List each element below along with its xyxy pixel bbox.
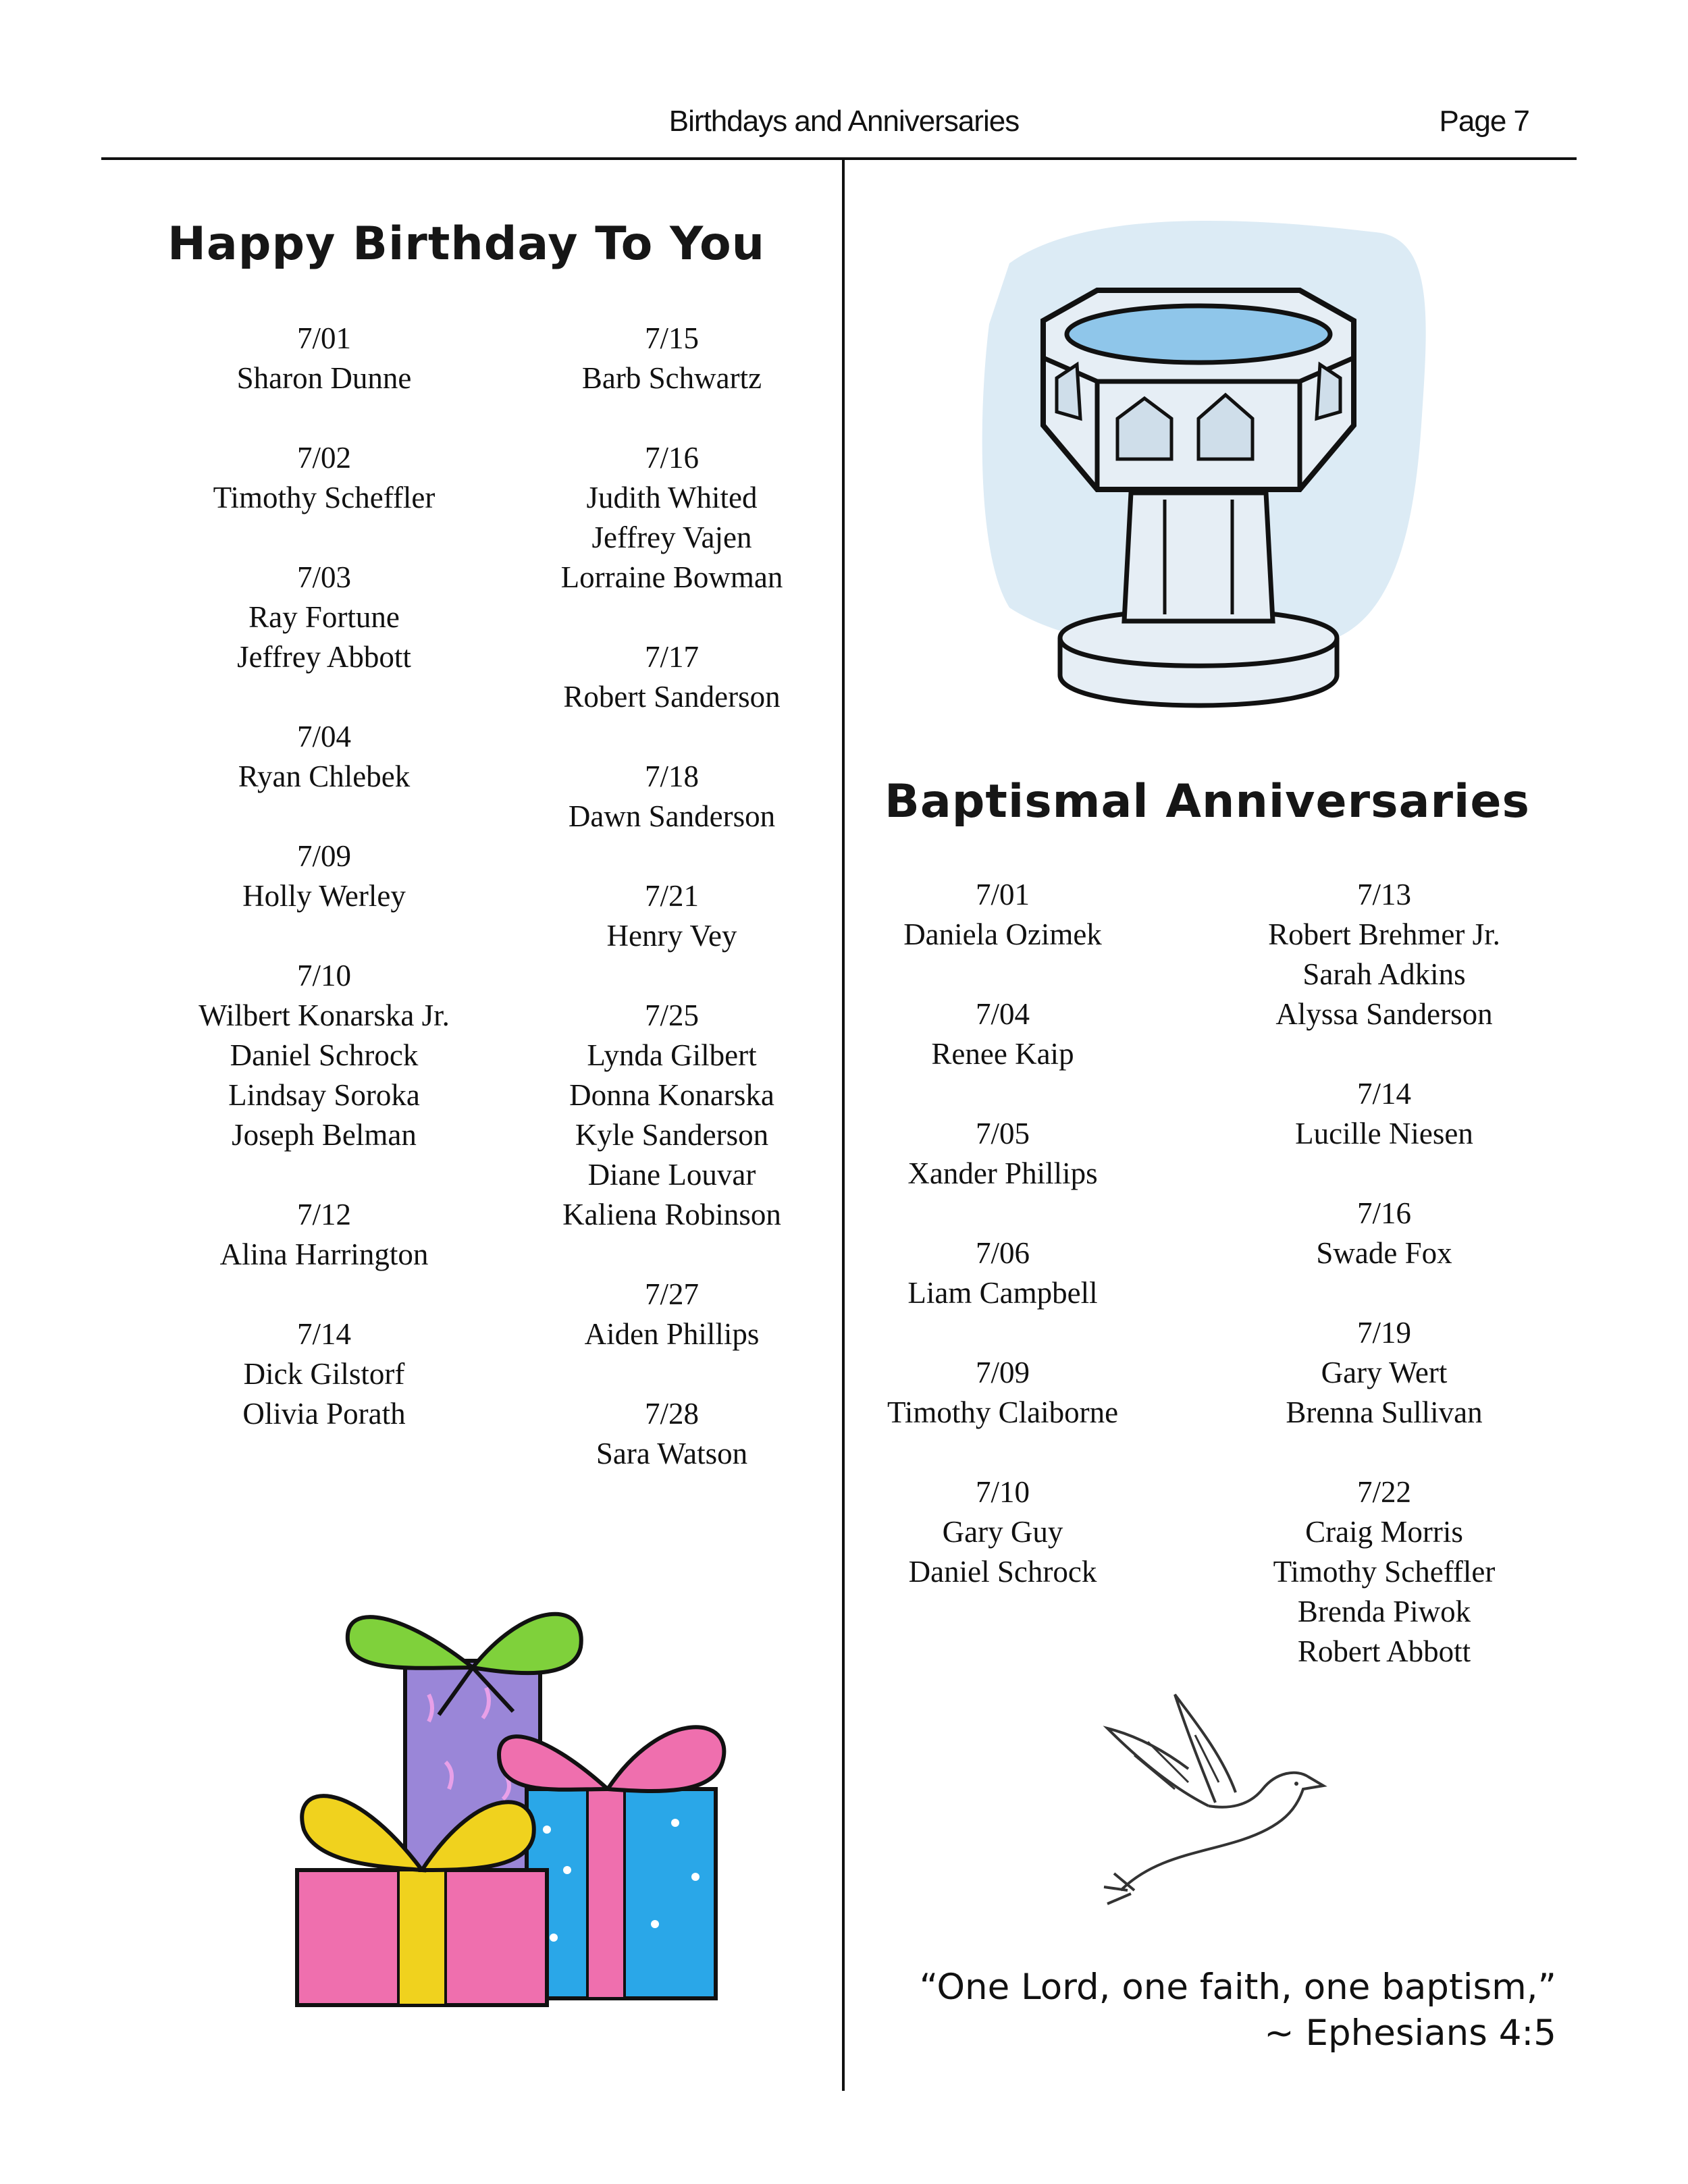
entry-date: 7/03 — [296, 560, 351, 594]
entry-name: Gary Wert — [1321, 1356, 1448, 1389]
date-entry — [841, 994, 1165, 1074]
entry-date: 7/04 — [296, 720, 351, 753]
entry-name: Donna Konarska — [569, 1078, 774, 1112]
entry-name: Liam Campbell — [907, 1276, 1098, 1310]
dove-illustration — [1094, 1688, 1330, 1911]
entry-name: Diane Louvar — [587, 1158, 756, 1192]
birthday-heading: Happy Birthday To You — [167, 217, 766, 271]
date-entry — [1215, 875, 1553, 1034]
entry-date: 7/28 — [644, 1397, 699, 1431]
entry-name: Robert Sanderson — [563, 680, 781, 714]
entry-date: 7/17 — [644, 640, 699, 674]
entry-name: Xander Phillips — [907, 1156, 1098, 1190]
entry-name: Wilbert Konarska Jr. — [199, 998, 450, 1032]
baptismal-heading: Baptismal Anniversaries — [885, 775, 1530, 828]
date-entry — [155, 558, 493, 677]
baptismal-font-illustration — [962, 203, 1435, 729]
entry-date: 7/21 — [644, 879, 699, 913]
entry-date: 7/12 — [296, 1198, 351, 1231]
entry-name: Jeffrey Vajen — [591, 521, 752, 554]
entry-name: Daniel Schrock — [908, 1555, 1097, 1589]
entry-date: 7/27 — [644, 1277, 699, 1311]
date-entry — [155, 717, 493, 797]
entry-name: Henry Vey — [606, 919, 737, 953]
entry-name: Daniel Schrock — [230, 1038, 419, 1072]
entry-date: 7/16 — [644, 441, 699, 475]
entry-name: Timothy Scheffler — [213, 481, 436, 514]
date-entry — [841, 1233, 1165, 1313]
entry-name: Ray Fortune — [248, 600, 400, 634]
date-entry — [503, 757, 841, 836]
entry-date: 7/15 — [644, 321, 699, 355]
page-number: Page 7 — [1439, 105, 1529, 138]
entry-name: Robert Abbott — [1297, 1634, 1471, 1668]
gift-boxes-illustration — [270, 1560, 803, 2019]
date-entry — [155, 956, 493, 1155]
date-entry — [155, 319, 493, 398]
entry-name: Alyssa Sanderson — [1275, 997, 1493, 1031]
entry-name: Alina Harrington — [219, 1237, 429, 1271]
date-entry — [503, 1275, 841, 1354]
entry-date: 7/18 — [644, 760, 699, 793]
entry-date: 7/02 — [296, 441, 351, 475]
entry-name: Joseph Belman — [232, 1118, 417, 1152]
entry-date: 7/01 — [296, 321, 351, 355]
entry-name: Sarah Adkins — [1302, 957, 1466, 991]
entry-name: Renee Kaip — [931, 1037, 1074, 1071]
date-entry — [155, 1195, 493, 1275]
entry-date: 7/10 — [975, 1475, 1030, 1509]
quote-citation: ~ Ephesians 4:5 — [1264, 2013, 1556, 2054]
entry-name: Lorraine Bowman — [560, 560, 783, 594]
date-entry — [155, 1314, 493, 1434]
entry-name: Kyle Sanderson — [575, 1118, 769, 1152]
date-entry — [503, 637, 841, 717]
entry-date: 7/06 — [975, 1236, 1030, 1270]
date-entry — [1215, 1194, 1553, 1273]
entry-date: 7/16 — [1356, 1196, 1411, 1230]
entry-name: Daniela Ozimek — [903, 917, 1102, 951]
birthday-column-2 — [503, 319, 841, 1514]
entry-name: Kaliena Robinson — [562, 1198, 781, 1231]
entry-date: 7/22 — [1356, 1475, 1411, 1509]
entry-name: Holly Werley — [242, 879, 406, 913]
header-rule — [101, 157, 1577, 160]
baptismal-column-1 — [841, 875, 1165, 1632]
entry-name: Lynda Gilbert — [587, 1038, 757, 1072]
date-entry — [503, 1394, 841, 1474]
quote-text: “One Lord, one faith, one baptism,” — [919, 1967, 1556, 2008]
entry-name: Olivia Porath — [242, 1397, 406, 1431]
entry-name: Ryan Chlebek — [238, 760, 411, 793]
entry-name: Gary Guy — [942, 1515, 1063, 1549]
date-entry — [841, 1472, 1165, 1592]
entry-date: 7/04 — [975, 997, 1030, 1031]
date-entry — [1215, 1313, 1553, 1433]
entry-name: Brenna Sullivan — [1286, 1395, 1483, 1429]
entry-name: Sara Watson — [596, 1437, 748, 1470]
entry-name: Judith Whited — [586, 481, 758, 514]
date-entry — [503, 438, 841, 597]
entry-name: Brenda Piwok — [1297, 1595, 1471, 1628]
date-entry — [1215, 1472, 1553, 1672]
birthday-column-1 — [155, 319, 493, 1474]
entry-name: Aiden Phillips — [584, 1317, 760, 1351]
entry-name: Sharon Dunne — [236, 361, 412, 395]
entry-date: 7/14 — [1356, 1077, 1411, 1111]
date-entry — [155, 836, 493, 916]
entry-name: Jeffrey Abbott — [237, 640, 411, 674]
entry-date: 7/14 — [296, 1317, 351, 1351]
entry-date: 7/13 — [1356, 878, 1411, 911]
entry-date: 7/01 — [975, 878, 1030, 911]
entry-name: Barb Schwartz — [581, 361, 762, 395]
entry-date: 7/05 — [975, 1117, 1030, 1150]
date-entry — [841, 875, 1165, 955]
entry-name: Dawn Sanderson — [568, 799, 776, 833]
date-entry — [841, 1114, 1165, 1194]
entry-name: Timothy Claiborne — [887, 1395, 1119, 1429]
date-entry — [503, 876, 841, 956]
entry-name: Dick Gilstorf — [243, 1357, 405, 1391]
header-title: Birthdays and Anniversaries — [668, 105, 1020, 138]
entry-date: 7/19 — [1356, 1316, 1411, 1350]
entry-name: Timothy Scheffler — [1273, 1555, 1496, 1589]
entry-date: 7/09 — [975, 1356, 1030, 1389]
date-entry — [155, 438, 493, 518]
entry-date: 7/09 — [296, 839, 351, 873]
date-entry — [841, 1353, 1165, 1433]
entry-name: Craig Morris — [1305, 1515, 1463, 1549]
entry-name: Robert Brehmer Jr. — [1268, 917, 1500, 951]
entry-name: Lucille Niesen — [1295, 1117, 1473, 1150]
baptismal-column-2 — [1215, 875, 1553, 1711]
entry-name: Lindsay Soroka — [228, 1078, 420, 1112]
scripture-quote — [864, 1965, 1556, 2056]
entry-date: 7/10 — [296, 959, 351, 992]
date-entry — [503, 996, 841, 1235]
entry-name: Swade Fox — [1316, 1236, 1452, 1270]
entry-date: 7/25 — [644, 998, 699, 1032]
date-entry — [503, 319, 841, 398]
date-entry — [1215, 1074, 1553, 1154]
